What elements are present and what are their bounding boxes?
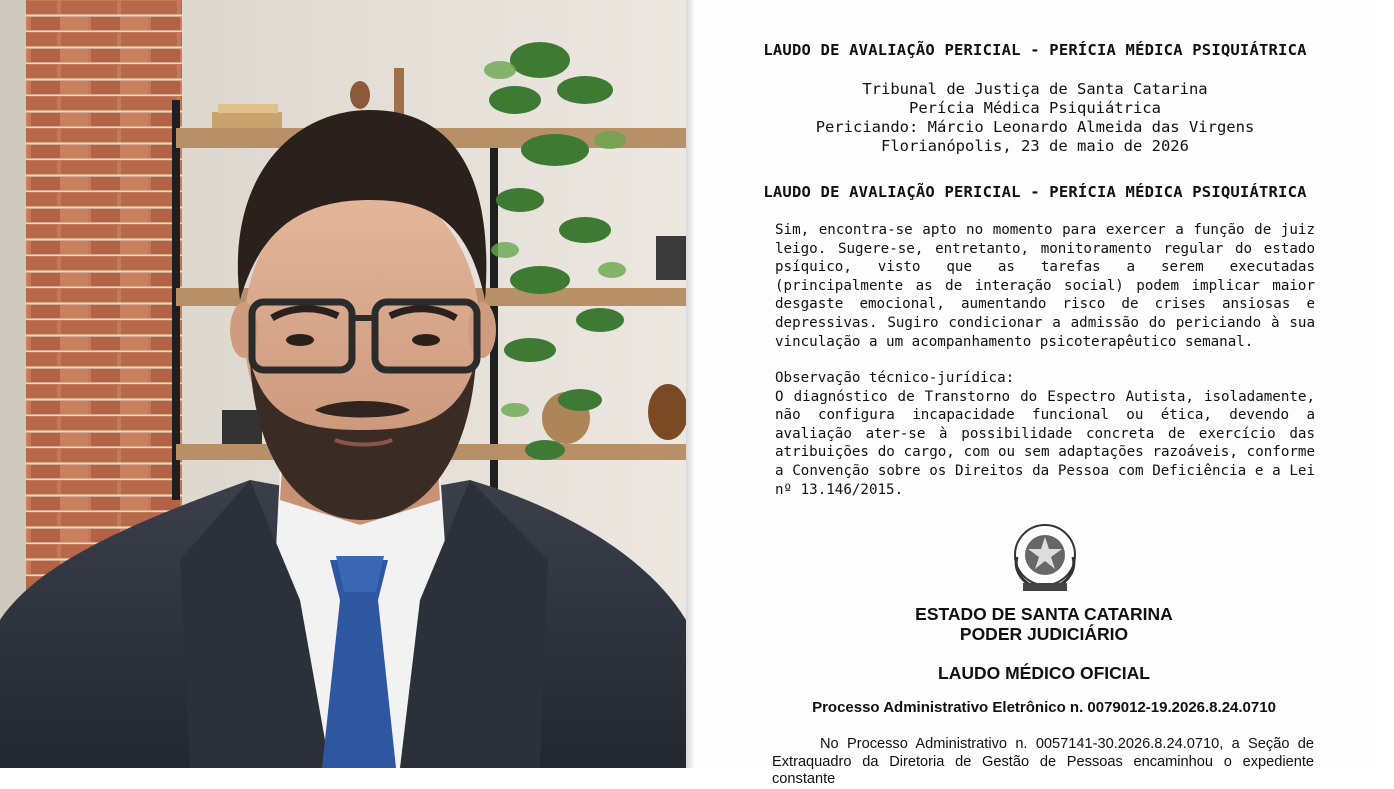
document-page <box>694 0 1376 787</box>
conclusion-paragraph: Sim, encontra-se apto no momento para exercer a função de juiz leigo. Sugere-se, entretanto, monitoramento regular do estado psíquico, visto que as tarefas a serem executadas (principalmente as de interação social) podem implicar maior desgaste emocional, aumentando risco de crises ansiosas e depressivas. Sugiro condicionar a admissão do periciando à sua vinculação a um acompanhamento psicoterapêutico semanal. <box>775 222 1315 350</box>
court-name: Tribunal de Justiça de Santa Catarina <box>862 80 1208 98</box>
process-number: Processo Administrativo Eletrônico n. 0079012-19.2026.8.24.0710 <box>812 699 1276 716</box>
document-header-title: LAUDO DE AVALIAÇÃO PERICIAL - PERÍCIA MÉDICA PSIQUIÁTRICA <box>763 41 1307 59</box>
observation-text: O diagnóstico de Transtorno do Espectro Autista, isoladamente, não configura incapacidade funcional ou ética, devendo a avaliação ater-se à possibilidade concreta de exercício das atribuições do cargo, com ou sem adaptações razoáveis, conforme a Convenção sobre os Direitos da Pessoa com Deficiência e a Lei nº 13.146/2015. <box>775 388 1315 498</box>
state-line-1: ESTADO DE SANTA CATARINA <box>915 604 1173 624</box>
examinee-name: Periciando: Márcio Leonardo Almeida das Virgens <box>815 118 1255 136</box>
observation-block <box>775 369 1315 499</box>
man-in-suit-photo-icon <box>0 0 686 768</box>
portrait-photo <box>0 0 686 768</box>
coat-of-arms-seal-icon <box>1005 517 1085 597</box>
state-line-2: PODER JUDICIÁRIO <box>959 624 1129 644</box>
panel-divider <box>686 0 694 768</box>
body-text: No Processo Administrativo n. 0057141-30.2026.8.24.0710, a Seção de Extraquadro da Diretoria de Gestão de Pessoas encaminhou o expediente constante <box>772 736 1314 787</box>
document-center-block <box>694 80 1376 156</box>
observation-label: Observação técnico-jurídica: <box>775 370 1015 386</box>
official-report-title: LAUDO MÉDICO OFICIAL <box>938 663 1150 683</box>
exam-type: Perícia Médica Psiquiátrica <box>909 99 1161 117</box>
place-date: Florianópolis, 23 de maio de 2026 <box>881 137 1189 155</box>
document-repeat-title: LAUDO DE AVALIAÇÃO PERICIAL - PERÍCIA MÉDICA PSIQUIÁTRICA <box>763 183 1307 201</box>
